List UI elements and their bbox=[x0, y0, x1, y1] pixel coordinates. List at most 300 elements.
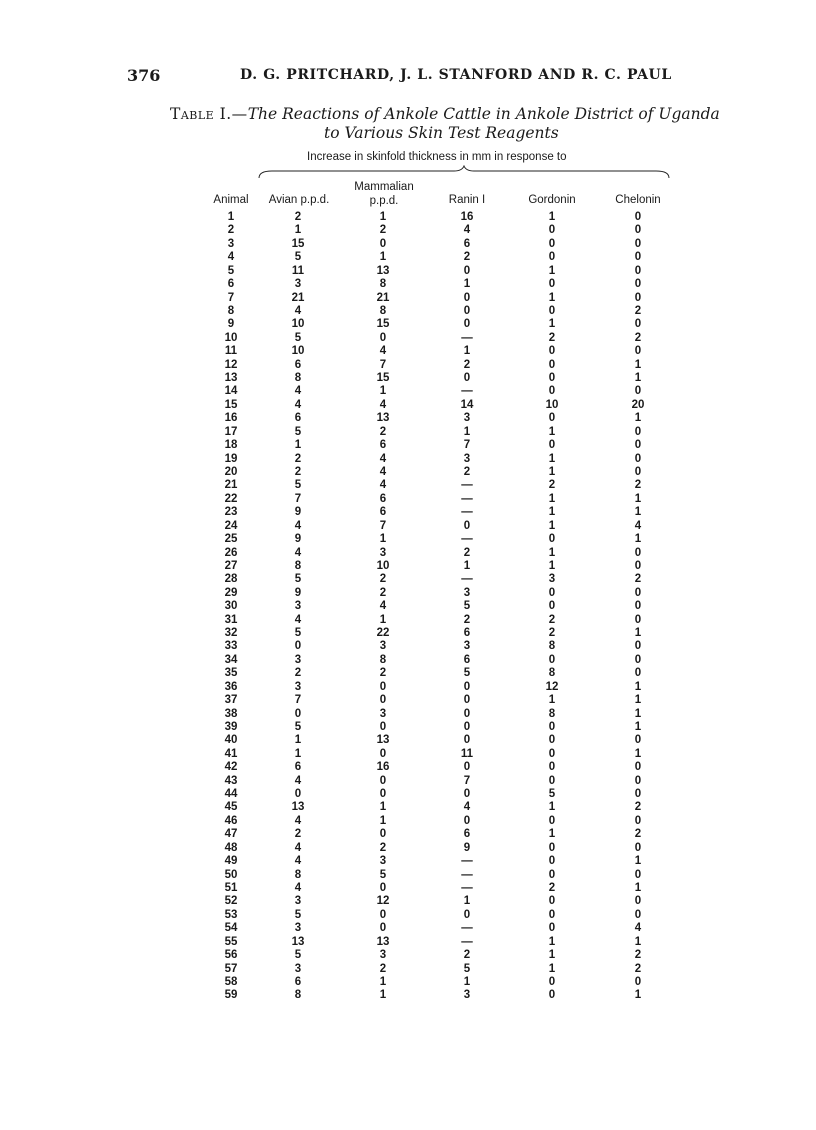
table-cell: 0 bbox=[548, 814, 556, 827]
table-row bbox=[0, 949, 816, 962]
table-row bbox=[0, 359, 816, 372]
table-cell: 0 bbox=[463, 372, 471, 385]
table-cell: 0 bbox=[548, 358, 556, 371]
table-cell: 4 bbox=[294, 774, 302, 787]
table-cell: 0 bbox=[634, 251, 642, 264]
table-row bbox=[0, 211, 816, 224]
table-cell: 1 bbox=[634, 935, 642, 948]
table-cell: 2 bbox=[463, 358, 471, 371]
table-cell: 0 bbox=[379, 680, 387, 693]
table-cell: 1 bbox=[548, 828, 556, 841]
table-row bbox=[0, 560, 816, 573]
table-cell: 1 bbox=[548, 935, 556, 948]
column-header-mammalian: Mammalian p.p.d. bbox=[354, 181, 414, 207]
table-cell: 3 bbox=[294, 680, 302, 693]
table-cell: 0 bbox=[294, 640, 302, 653]
table-cell: 3 bbox=[294, 922, 302, 935]
table-cell: 6 bbox=[294, 412, 302, 425]
table-cell: 0 bbox=[548, 989, 556, 1002]
table-cell: 6 bbox=[379, 492, 387, 505]
table-cell: 0 bbox=[548, 224, 556, 237]
table-cell: 5 bbox=[294, 949, 302, 962]
column-header-gordonin: Gordonin bbox=[528, 194, 576, 206]
table-cell: 0 bbox=[379, 694, 387, 707]
table-cell: 5 bbox=[548, 788, 556, 801]
table-cell: 0 bbox=[294, 707, 302, 720]
table-cell: 3 bbox=[294, 895, 302, 908]
table-cell: 0 bbox=[634, 237, 642, 250]
table-label: Table I.— bbox=[170, 105, 248, 123]
table-cell: 3 bbox=[548, 573, 556, 586]
table-cell: 18 bbox=[224, 439, 238, 452]
table-cell: 43 bbox=[224, 774, 238, 787]
table-cell: 0 bbox=[634, 465, 642, 478]
table-cell: 0 bbox=[379, 747, 387, 760]
table-cell: 1 bbox=[294, 747, 302, 760]
table-cell: 1 bbox=[294, 439, 302, 452]
table-cell: 4 bbox=[379, 479, 387, 492]
table-cell: 0 bbox=[548, 412, 556, 425]
table-cell: 8 bbox=[294, 989, 302, 1002]
table-cell: 3 bbox=[294, 653, 302, 666]
table-cell: 1 bbox=[463, 559, 471, 572]
table-cell: 5 bbox=[294, 251, 302, 264]
table-cell: 4 bbox=[294, 841, 302, 854]
table-cell: 10 bbox=[291, 318, 305, 331]
table-cell: 3 bbox=[294, 278, 302, 291]
table-cell: — bbox=[461, 935, 473, 948]
table-row bbox=[0, 385, 816, 398]
table-row bbox=[0, 318, 816, 331]
table-cell: 0 bbox=[634, 278, 642, 291]
table-cell: 4 bbox=[379, 398, 387, 411]
table-row bbox=[0, 587, 816, 600]
table-cell: 1 bbox=[548, 291, 556, 304]
table-row bbox=[0, 332, 816, 345]
table-cell: 17 bbox=[224, 425, 238, 438]
table-cell: 5 bbox=[294, 720, 302, 733]
table-cell: 0 bbox=[379, 908, 387, 921]
column-header-animal: Animal bbox=[213, 194, 249, 206]
table-cell: 1 bbox=[379, 385, 387, 398]
table-cell: 5 bbox=[463, 667, 471, 680]
table-cell: 1 bbox=[634, 680, 642, 693]
table-cell: 0 bbox=[463, 318, 471, 331]
table-cell: 2 bbox=[294, 452, 302, 465]
table-cell: 0 bbox=[634, 600, 642, 613]
table-cell: 6 bbox=[294, 358, 302, 371]
table-cell: 8 bbox=[227, 304, 235, 317]
table-cell: 3 bbox=[463, 452, 471, 465]
table-cell: 0 bbox=[634, 452, 642, 465]
table-cell: 1 bbox=[634, 989, 642, 1002]
table-row bbox=[0, 976, 816, 989]
table-cell: 2 bbox=[463, 546, 471, 559]
table-cell: 3 bbox=[463, 586, 471, 599]
table-row bbox=[0, 815, 816, 828]
table-row bbox=[0, 721, 816, 734]
spanner-brace bbox=[258, 165, 670, 179]
table-title-line2: to Various Skin Test Reagents bbox=[324, 124, 559, 142]
table-cell: 4 bbox=[379, 345, 387, 358]
table-cell: 1 bbox=[548, 452, 556, 465]
table-row bbox=[0, 372, 816, 385]
table-cell: 6 bbox=[463, 627, 471, 640]
table-cell: 0 bbox=[634, 224, 642, 237]
table-row bbox=[0, 453, 816, 466]
table-cell: 55 bbox=[224, 935, 238, 948]
table-row bbox=[0, 775, 816, 788]
table-row bbox=[0, 547, 816, 560]
table-cell: 1 bbox=[227, 211, 235, 223]
table-cell: 13 bbox=[224, 372, 238, 385]
table-cell: 7 bbox=[463, 439, 471, 452]
table-cell: 0 bbox=[379, 774, 387, 787]
table-cell: 1 bbox=[463, 345, 471, 358]
table-cell: 1 bbox=[548, 962, 556, 975]
table-cell: 12 bbox=[224, 358, 238, 371]
table-cell: 0 bbox=[634, 895, 642, 908]
table-cell: 2 bbox=[463, 251, 471, 264]
table-cell: 5 bbox=[379, 868, 387, 881]
table-cell: 0 bbox=[379, 828, 387, 841]
table-cell: 6 bbox=[294, 761, 302, 774]
table-cell: 2 bbox=[548, 613, 556, 626]
table-row bbox=[0, 479, 816, 492]
table-cell: 2 bbox=[227, 224, 235, 237]
table-cell: 0 bbox=[634, 653, 642, 666]
table-cell: — bbox=[461, 479, 473, 492]
table-cell: 45 bbox=[224, 801, 238, 814]
table-row bbox=[0, 399, 816, 412]
table-cell: 1 bbox=[634, 747, 642, 760]
table-cell: 8 bbox=[294, 559, 302, 572]
table-cell: 40 bbox=[224, 734, 238, 747]
table-cell: 13 bbox=[291, 801, 305, 814]
table-row bbox=[0, 640, 816, 653]
table-cell: 1 bbox=[548, 425, 556, 438]
table-cell: 13 bbox=[376, 264, 390, 277]
table-cell: 8 bbox=[294, 372, 302, 385]
table-row bbox=[0, 895, 816, 908]
table-row bbox=[0, 761, 816, 774]
table-row bbox=[0, 278, 816, 291]
table-cell: 2 bbox=[294, 465, 302, 478]
table-cell: 2 bbox=[379, 425, 387, 438]
table-cell: 0 bbox=[463, 734, 471, 747]
table-cell: 0 bbox=[463, 908, 471, 921]
table-cell: 0 bbox=[548, 345, 556, 358]
table-cell: 1 bbox=[379, 989, 387, 1002]
table-cell: 13 bbox=[376, 935, 390, 948]
table-row bbox=[0, 801, 816, 814]
table-cell: 0 bbox=[463, 694, 471, 707]
table-cell: 0 bbox=[548, 237, 556, 250]
table-cell: 54 bbox=[224, 922, 238, 935]
table-row bbox=[0, 882, 816, 895]
table-cell: 1 bbox=[294, 734, 302, 747]
table-cell: 0 bbox=[294, 788, 302, 801]
table-cell: 8 bbox=[294, 868, 302, 881]
table-cell: 12 bbox=[376, 895, 390, 908]
table-cell: 4 bbox=[294, 882, 302, 894]
table-cell: 30 bbox=[224, 600, 238, 613]
table-cell: 34 bbox=[224, 653, 238, 666]
table-cell: 0 bbox=[634, 291, 642, 304]
table-cell: 1 bbox=[379, 533, 387, 546]
table-cell: 0 bbox=[548, 774, 556, 787]
table-cell: 8 bbox=[379, 304, 387, 317]
table-row bbox=[0, 694, 816, 707]
table-cell: 1 bbox=[548, 559, 556, 572]
table-cell: 1 bbox=[379, 975, 387, 988]
table-cell: 0 bbox=[548, 720, 556, 733]
table-cell: 0 bbox=[634, 211, 642, 223]
table-cell: 0 bbox=[463, 814, 471, 827]
table-row bbox=[0, 748, 816, 761]
table-cell: 9 bbox=[227, 318, 235, 331]
table-row bbox=[0, 963, 816, 976]
table-cell: 0 bbox=[548, 251, 556, 264]
table-cell: 6 bbox=[463, 653, 471, 666]
table-cell: 56 bbox=[224, 949, 238, 962]
table-cell: 4 bbox=[379, 465, 387, 478]
table-cell: 3 bbox=[227, 237, 235, 250]
table-cell: 0 bbox=[634, 559, 642, 572]
table-cell: 0 bbox=[634, 868, 642, 881]
table-cell: 9 bbox=[294, 586, 302, 599]
table-cell: 2 bbox=[548, 331, 556, 344]
table-cell: 1 bbox=[548, 465, 556, 478]
table-cell: 9 bbox=[294, 506, 302, 519]
table-cell: 4 bbox=[294, 398, 302, 411]
table-cell: 2 bbox=[463, 949, 471, 962]
table-cell: 48 bbox=[224, 841, 238, 854]
table-cell: 4 bbox=[294, 304, 302, 317]
table-cell: 21 bbox=[224, 479, 238, 492]
table-cell: 0 bbox=[548, 734, 556, 747]
table-cell: 0 bbox=[548, 908, 556, 921]
table-cell: 1 bbox=[379, 801, 387, 814]
table-cell: 0 bbox=[548, 586, 556, 599]
table-cell: 33 bbox=[224, 640, 238, 653]
table-cell: 15 bbox=[291, 237, 305, 250]
table-cell: 1 bbox=[548, 492, 556, 505]
table-cell: 1 bbox=[463, 278, 471, 291]
table-cell: 4 bbox=[294, 855, 302, 868]
table-row bbox=[0, 238, 816, 251]
table-cell: 1 bbox=[548, 264, 556, 277]
table-row bbox=[0, 922, 816, 935]
table-cell: 0 bbox=[634, 774, 642, 787]
table-cell: 8 bbox=[379, 278, 387, 291]
table-cell: 31 bbox=[224, 613, 238, 626]
table-cell: 19 bbox=[224, 452, 238, 465]
table-cell: 8 bbox=[548, 707, 556, 720]
table-cell: 0 bbox=[463, 720, 471, 733]
table-cell: 5 bbox=[463, 962, 471, 975]
table-cell: 0 bbox=[548, 975, 556, 988]
table-cell: 0 bbox=[634, 586, 642, 599]
table-cell: 0 bbox=[634, 734, 642, 747]
table-cell: 32 bbox=[224, 627, 238, 640]
table-cell: 2 bbox=[634, 828, 642, 841]
table-cell: 0 bbox=[463, 761, 471, 774]
table-cell: 7 bbox=[379, 519, 387, 532]
table-cell: 0 bbox=[634, 841, 642, 854]
table-cell: 9 bbox=[294, 533, 302, 546]
table-cell: 2 bbox=[634, 962, 642, 975]
table-cell: 0 bbox=[634, 385, 642, 398]
table-row bbox=[0, 520, 816, 533]
table-cell: 6 bbox=[379, 506, 387, 519]
table-cell: 8 bbox=[548, 667, 556, 680]
table-cell: 13 bbox=[376, 412, 390, 425]
table-row bbox=[0, 573, 816, 586]
table-cell: — bbox=[461, 868, 473, 881]
table-cell: — bbox=[461, 506, 473, 519]
table-cell: 0 bbox=[463, 680, 471, 693]
table-row bbox=[0, 936, 816, 949]
table-cell: 5 bbox=[294, 331, 302, 344]
table-row bbox=[0, 989, 816, 1002]
table-cell: 0 bbox=[463, 304, 471, 317]
table-cell: 2 bbox=[379, 841, 387, 854]
table-cell: 22 bbox=[224, 492, 238, 505]
table-cell: 4 bbox=[634, 922, 642, 935]
table-row bbox=[0, 627, 816, 640]
table-cell: 4 bbox=[463, 801, 471, 814]
table-cell: 0 bbox=[634, 345, 642, 358]
table-cell: 2 bbox=[634, 304, 642, 317]
table-cell: 0 bbox=[634, 640, 642, 653]
table-cell: 0 bbox=[634, 908, 642, 921]
table-cell: 0 bbox=[379, 237, 387, 250]
table-cell: 13 bbox=[291, 935, 305, 948]
table-cell: 0 bbox=[379, 720, 387, 733]
table-cell: 5 bbox=[294, 627, 302, 640]
table-caption bbox=[170, 105, 730, 143]
table-cell: 4 bbox=[463, 224, 471, 237]
table-row bbox=[0, 828, 816, 841]
table-row bbox=[0, 439, 816, 452]
table-cell: 1 bbox=[379, 211, 387, 223]
table-cell: 0 bbox=[379, 922, 387, 935]
table-cell: 2 bbox=[294, 828, 302, 841]
table-cell: 8 bbox=[548, 640, 556, 653]
table-title-line1: The Reactions of Ankole Cattle in Ankole District of Uganda bbox=[247, 105, 720, 123]
table-cell: 1 bbox=[634, 372, 642, 385]
table-cell: 2 bbox=[463, 465, 471, 478]
table-cell: 4 bbox=[379, 600, 387, 613]
table-cell: 0 bbox=[548, 922, 556, 935]
table-cell: 1 bbox=[548, 546, 556, 559]
table-cell: 0 bbox=[548, 653, 556, 666]
table-cell: 0 bbox=[548, 600, 556, 613]
table-cell: 0 bbox=[548, 747, 556, 760]
table-cell: 7 bbox=[294, 492, 302, 505]
table-cell: 0 bbox=[634, 788, 642, 801]
table-row bbox=[0, 506, 816, 519]
table-cell: 4 bbox=[294, 385, 302, 398]
table-cell: 7 bbox=[294, 694, 302, 707]
table-cell: 2 bbox=[634, 573, 642, 586]
table-cell: 37 bbox=[224, 694, 238, 707]
table-cell: 0 bbox=[634, 318, 642, 331]
table-row bbox=[0, 466, 816, 479]
table-cell: 1 bbox=[548, 694, 556, 707]
table-cell: 2 bbox=[548, 627, 556, 640]
table-row bbox=[0, 788, 816, 801]
table-cell: 59 bbox=[224, 989, 238, 1002]
table-cell: 1 bbox=[294, 224, 302, 237]
table-cell: 0 bbox=[463, 788, 471, 801]
table-row bbox=[0, 667, 816, 680]
table-cell: — bbox=[461, 533, 473, 546]
table-row bbox=[0, 251, 816, 264]
table-cell: 0 bbox=[379, 882, 387, 894]
table-cell: 3 bbox=[463, 412, 471, 425]
table-cell: 1 bbox=[548, 211, 556, 223]
table-row bbox=[0, 614, 816, 627]
table-row bbox=[0, 909, 816, 922]
table-cell: 4 bbox=[379, 452, 387, 465]
table-cell: 5 bbox=[294, 573, 302, 586]
table-cell: 1 bbox=[634, 358, 642, 371]
table-cell: 16 bbox=[376, 761, 390, 774]
table-cell: 1 bbox=[379, 251, 387, 264]
table-cell: 5 bbox=[294, 908, 302, 921]
table-cell: 0 bbox=[548, 761, 556, 774]
table-cell: — bbox=[461, 331, 473, 344]
table-cell: 1 bbox=[548, 318, 556, 331]
table-cell: — bbox=[461, 385, 473, 398]
table-cell: 1 bbox=[463, 425, 471, 438]
table-cell: 11 bbox=[291, 264, 305, 277]
table-cell: 21 bbox=[291, 291, 305, 304]
table-cell: 0 bbox=[548, 278, 556, 291]
table-cell: 0 bbox=[548, 868, 556, 881]
table-cell: 6 bbox=[463, 828, 471, 841]
table-cell: 3 bbox=[294, 962, 302, 975]
table-cell: 2 bbox=[379, 224, 387, 237]
table-cell: 4 bbox=[294, 613, 302, 626]
table-cell: 7 bbox=[379, 358, 387, 371]
table-row bbox=[0, 265, 816, 278]
table-cell: 27 bbox=[224, 559, 238, 572]
table-cell: 15 bbox=[376, 318, 390, 331]
table-cell: 4 bbox=[294, 814, 302, 827]
table-row bbox=[0, 292, 816, 305]
running-head: D. G. PRITCHARD, J. L. STANFORD AND R. C. PAUL bbox=[240, 67, 672, 83]
table-cell: 0 bbox=[463, 291, 471, 304]
table-cell: 9 bbox=[463, 841, 471, 854]
table-row bbox=[0, 412, 816, 425]
table-cell: — bbox=[461, 922, 473, 935]
table-cell: 4 bbox=[227, 251, 235, 264]
table-cell: 22 bbox=[376, 627, 390, 640]
table-cell: 3 bbox=[294, 600, 302, 613]
table-cell: 11 bbox=[224, 345, 238, 358]
table-cell: 0 bbox=[548, 372, 556, 385]
table-cell: 5 bbox=[294, 425, 302, 438]
table-cell: 21 bbox=[376, 291, 390, 304]
table-cell: 36 bbox=[224, 680, 238, 693]
table-cell: 2 bbox=[463, 613, 471, 626]
table-cell: 10 bbox=[291, 345, 305, 358]
table-cell: 0 bbox=[463, 519, 471, 532]
column-spanner: Increase in skinfold thickness in mm in response to bbox=[307, 151, 567, 163]
